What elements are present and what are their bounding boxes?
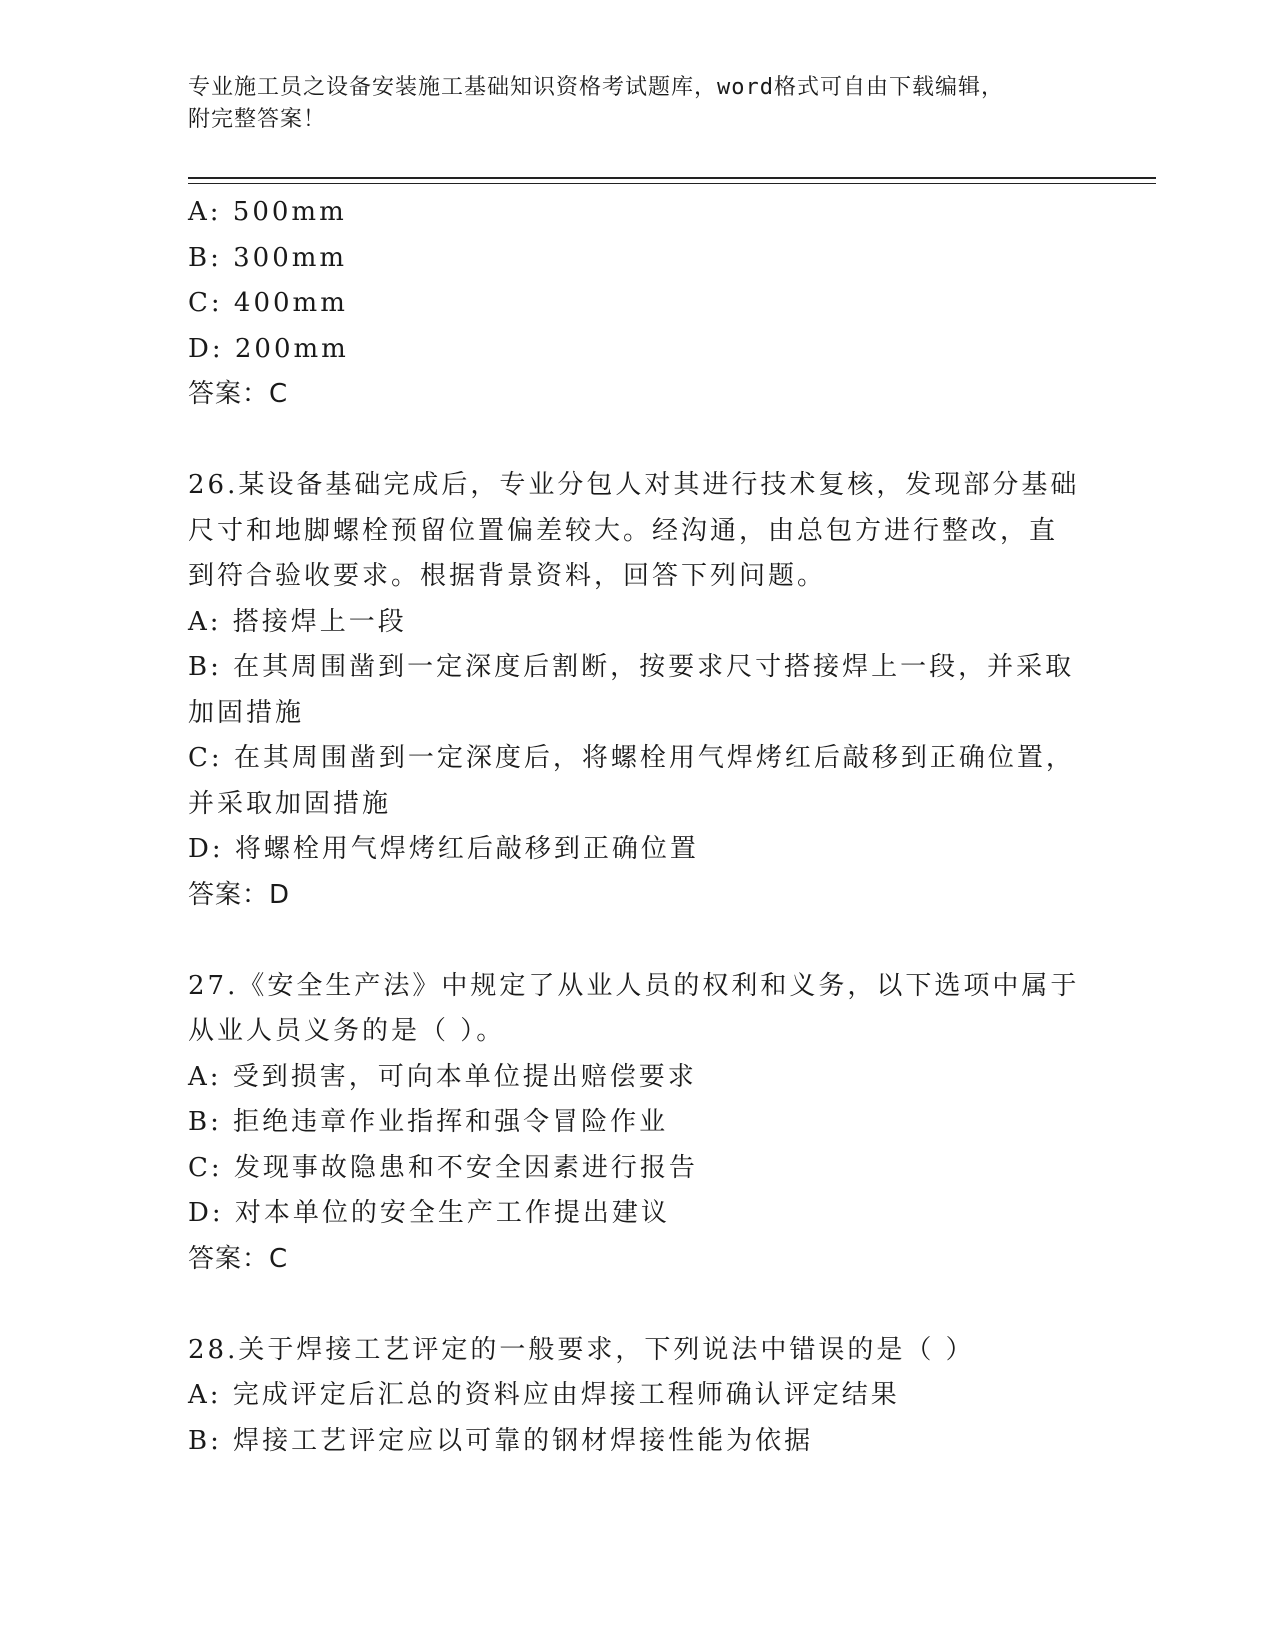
option-a: A: 受到损害，可向本单位提出赔偿要求 [188,1061,697,1092]
option-c-continued: 并采取加固措施 [188,788,392,819]
option-c: C: 400mm [188,288,348,318]
question-spacer [188,918,1088,964]
header-divider-thin [188,183,1156,184]
question-stem-line: 27.《安全生产法》中规定了从业人员的权利和义务，以下选项中属于 [188,970,1080,1001]
option-b: B: 在其周围凿到一定深度后割断，按要求尺寸搭接焊上一段，并采取 [188,652,1075,682]
option-c: C: 发现事故隐患和不安全因素进行报告 [188,1152,698,1183]
question-spacer [188,1282,1088,1328]
header-divider-thick [188,177,1156,179]
option-c: C: 在其周围凿到一定深度后，将螺栓用气焊烤红后敲移到正确位置， [188,743,1075,773]
header-line-2: 附完整答案！ [188,107,327,132]
answer-line: 答案：C [188,379,289,409]
answer-line: 答案：C [188,1243,289,1274]
question-spacer [188,418,1088,464]
question-stem-line: 到符合验收要求。根据背景资料，回答下列问题。 [188,561,827,591]
question-25 [188,190,1088,418]
option-a: A: 500mm [188,197,347,227]
question-stem-line: 26.某设备基础完成后，专业分包人对其进行技术复核，发现部分基础 [188,470,1080,500]
option-d: D: 将螺栓用气焊烤红后敲移到正确位置 [188,834,699,864]
option-b: B: 300mm [188,242,348,273]
question-stem-line: 28.关于焊接工艺评定的一般要求，下列说法中错误的是（ ） [188,1334,975,1365]
question-28 [188,1328,1088,1465]
question-27 [188,964,1088,1283]
question-list [188,190,1088,1464]
option-a: A: 完成评定后汇总的资料应由焊接工程师确认评定结果 [188,1380,900,1410]
option-a: A: 搭接焊上一段 [188,606,407,637]
option-b: B: 焊接工艺评定应以可靠的钢材焊接性能为依据 [188,1425,814,1456]
question-stem-line: 尺寸和地脚螺栓预留位置偏差较大。经沟通，由总包方进行整改，直 [188,515,1059,546]
answer-line: 答案：D [188,879,291,910]
option-d: D: 200mm [188,333,349,364]
document-header [188,72,1068,136]
option-b-continued: 加固措施 [188,697,305,728]
option-d: D: 对本单位的安全生产工作提出建议 [188,1198,670,1228]
option-b: B: 拒绝违章作业指挥和强令冒险作业 [188,1107,669,1137]
header-line-1: 专业施工员之设备安装施工基础知识资格考试题库，word格式可自由下载编辑， [188,75,1004,100]
question-26 [188,463,1088,918]
question-stem-line: 从业人员义务的是（ ）。 [188,1016,506,1046]
